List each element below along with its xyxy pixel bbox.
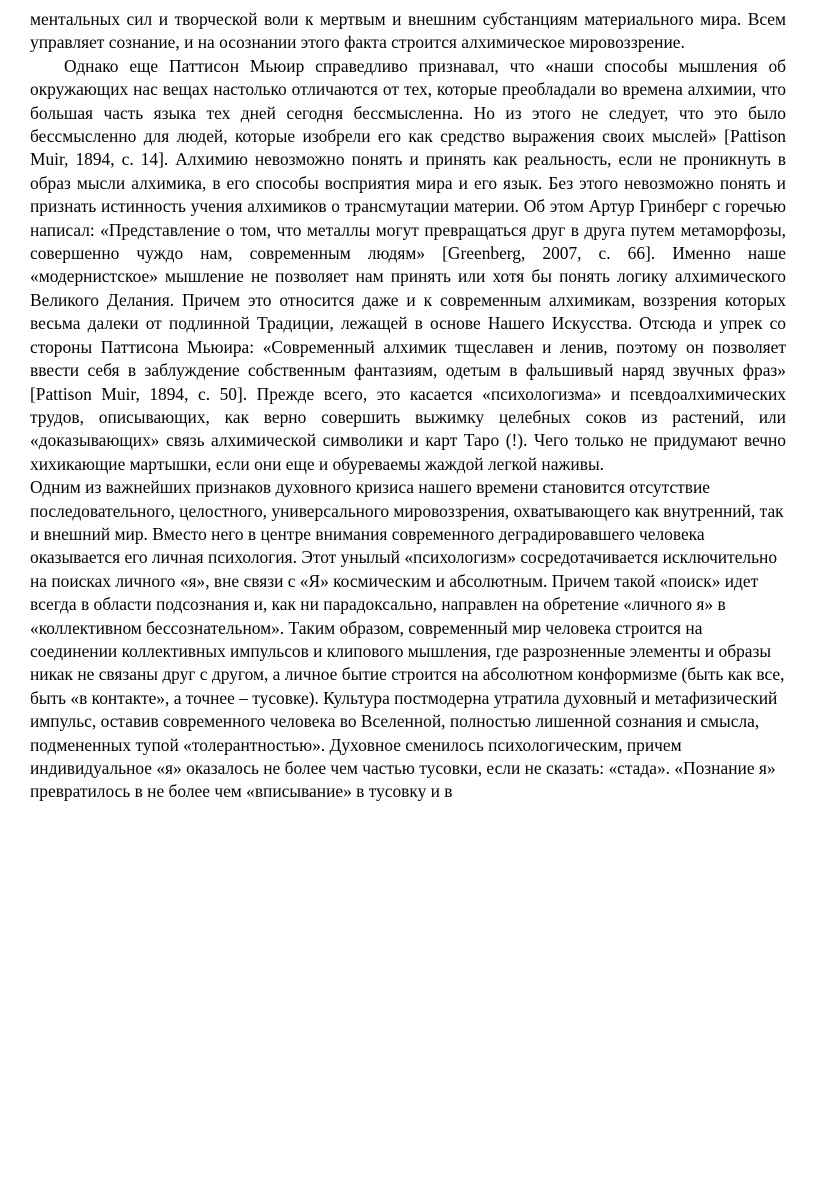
paragraph: ментальных сил и творческой воли к мертвым и внешним субстанциям материального мира. Всем управляет сознание, и на осознании этого факта строится алхимическое мировоззрение. bbox=[30, 9, 786, 53]
document-text-body bbox=[30, 8, 786, 804]
paragraph: Одним из важнейших признаков духовного кризиса нашего времени становится отсутствие последовательного, целостного, универсального мировоззрения, охватывающего как внутренний, так и внешний мир. Вместо него в центре внимания современного деградировавшего человека оказывается его личная психология. Этот унылый «психологизм» сосредотачивается исключительно на поисках личного «я», вне связи с «Я» космическим и абсолютным. Причем такой «поиск» идет всегда в области подсознания и, как ни парадоксально, направлен на обретение «личного я» в «коллективном бессознательном». Таким образом, современный мир человека строится на соединении коллективных импульсов и клипового мышления, где разрозненные элементы и образы никак не связаны друг с другом, а личное бытие строится на абсолютном конформизме (быть как все, быть «в контакте», а точнее – тусовке). Культура постмодерна утратила духовный и метафизический импульс, оставив современного человека во Вселенной, полностью лишенной сознания и смысла, подмененных тупой «толерантностью». Духовное сменилось психологическим, причем индивидуальное «я» оказалось не более чем частью тусовки, если не сказать: «стада». «Познание я» превратилось в не более чем «вписывание» в тусовку и в bbox=[30, 477, 785, 802]
paragraph: Однако еще Паттисон Мьюир справедливо признавал, что «наши способы мышления об окружающих нас вещах настолько отличаются от тех, которые преобладали во времена алхимии, что большая часть языка тех дней сегодня бессмысленна. Но из этого не следует, что это было бессмысленно для людей, которые изобрели его как средство выражения своих мыслей» [Pattison Muir, 1894, с. 14]. Алхимию невозможно понять и принять как реальность, если не проникнуть в образ мысли алхимика, в его способы восприятия мира и его язык. Без этого невозможно понять и признать истинность учения алхимиков о трансмутации материи. Об этом Артур Гринберг с горечью написал: «Представление о том, что металлы могут превращаться друг в друга путем метаморфозы, совершенно чуждо нам, современным людям» [Greenberg, 2007, с. 66]. Именно наше «модернистское» мышление не позволяет нам принять или хотя бы понять логику алхимического Великого Делания. Причем это относится даже и к современным алхимикам, воззрения которых весьма далеки от подлинной Традиции, лежащей в основе Нашего Искусства. Отсюда и упрек со стороны Паттисона Мьюира: «Современный алхимик тщеславен и ленив, поэтому он позволяет ввести себя в заблуждение собственным фантазиям, одетым в фальшивый наряд звучных фраз» [Pattison Muir, 1894, с. 50]. Прежде всего, это касается «психологизма» и псевдоалхимических трудов, описывающих, как верно совершить выжимку целебных соков из растений, или «доказывающих» связь алхимической символики и карт Таро (!). Чего только не придумают вечно хихикающие мартышки, если они еще и обуреваемы жаждой легкой наживы. bbox=[30, 55, 786, 474]
